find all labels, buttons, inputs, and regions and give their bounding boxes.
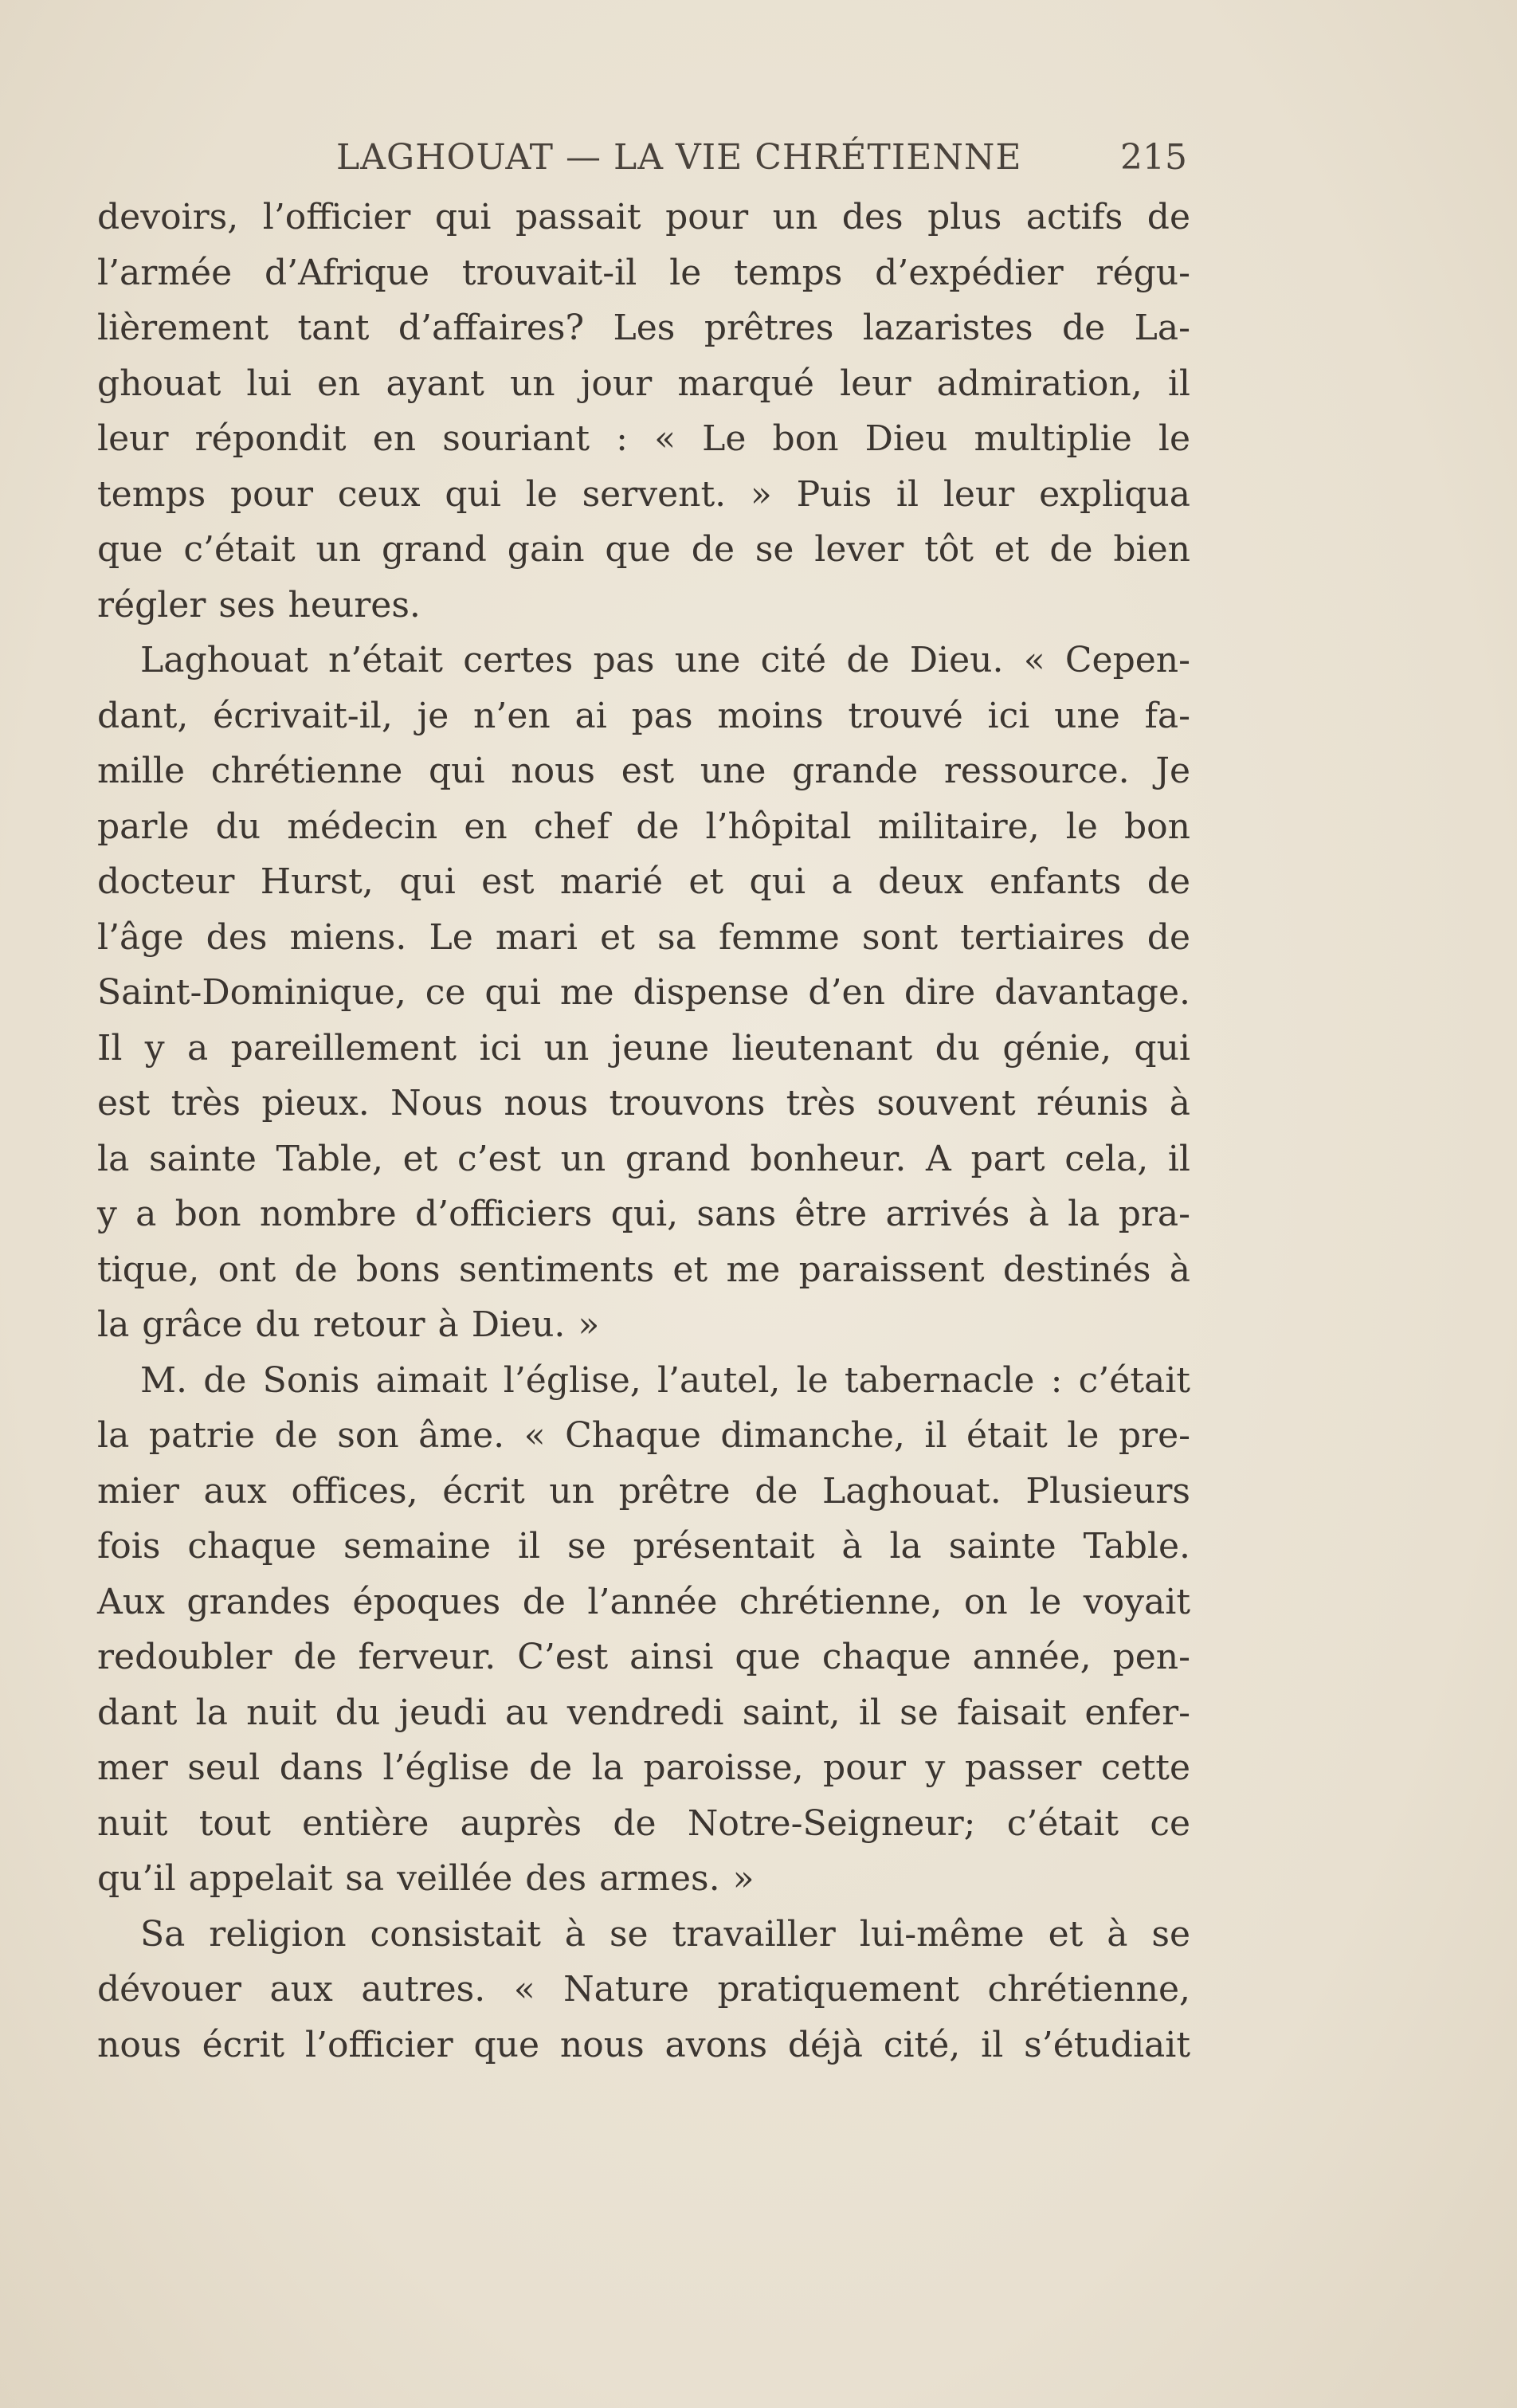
text-line: Laghouat n’était certes pas une cité de Dieu. « Cepen- <box>140 640 1190 680</box>
text-line: la patrie de son âme. « Chaque dimanche, il était le pre- <box>97 1415 1190 1456</box>
text-line: régler ses heures. <box>97 584 421 626</box>
text-line: nous écrit l’officier que nous avons déjà cité, il s’étudiait <box>97 2024 1190 2065</box>
text-line: dant la nuit du jeudi au vendredi saint, il se faisait enfer- <box>97 1692 1190 1733</box>
text-line: leur répondit en souriant : « Le bon Dieu multiplie le <box>97 418 1190 459</box>
page-number: 215 <box>1120 137 1187 178</box>
text-line: Il y a pareillement ici un jeune lieutenant du génie, qui <box>97 1027 1190 1069</box>
text-line: M. de Sonis aimait l’église, l’autel, le tabernacle : c’était <box>140 1359 1190 1401</box>
text-line: l’âge des miens. Le mari et sa femme sont tertiaires de <box>97 916 1190 958</box>
text-line: mille chrétienne qui nous est une grande ressource. Je <box>97 751 1190 791</box>
text-line: fois chaque semaine il se présentait à la sainte Table. <box>97 1526 1190 1567</box>
text-line: y a bon nombre d’officiers qui, sans être arrivés à la pra- <box>97 1194 1190 1234</box>
text-line: parle du médecin en chef de l’hôpital militaire, le bon <box>97 806 1190 847</box>
text-line: lièrement tant d’affaires? Les prêtres lazaristes de La- <box>97 308 1190 348</box>
body-text <box>97 190 1190 2073</box>
text-line: docteur Hurst, qui est marié et qui a deux enfants de <box>97 861 1190 902</box>
text-line: l’armée d’Afrique trouvait-il le temps d’expédier régu- <box>97 252 1190 293</box>
running-head <box>336 137 1187 190</box>
text-line: redoubler de ferveur. C’est ainsi que chaque année, pen- <box>97 1637 1190 1677</box>
running-head-title: LAGHOUAT — LA VIE CHRÉTIENNE <box>336 137 1022 178</box>
text-line: la sainte Table, et c’est un grand bonheur. A part cela, il <box>97 1138 1190 1179</box>
text-line: tique, ont de bons sentiments et me paraissent destinés à <box>97 1249 1190 1290</box>
text-line: dévouer aux autres. « Nature pratiquement chrétienne, <box>97 1969 1190 2010</box>
text-line: temps pour ceux qui le servent. » Puis il leur expliqua <box>97 473 1190 515</box>
text-line: mer seul dans l’église de la paroisse, pour y passer cette <box>97 1747 1190 1788</box>
text-line: Saint-Dominique, ce qui me dispense d’en dire davantage. <box>97 972 1190 1013</box>
text-line: dant, écrivait-il, je n’en ai pas moins trouvé ici une fa- <box>97 695 1190 736</box>
text-line: devoirs, l’officier qui passait pour un des plus actifs de <box>97 197 1190 237</box>
text-block <box>97 137 1190 2073</box>
text-line: la grâce du retour à Dieu. » <box>97 1304 600 1345</box>
text-line: Sa religion consistait à se travailler lui-même et à se <box>140 1913 1190 1955</box>
text-line: est très pieux. Nous nous trouvons très souvent réunis à <box>97 1083 1190 1124</box>
text-line: que c’était un grand gain que de se lever tôt et de bien <box>97 529 1190 570</box>
text-line: ghouat lui en ayant un jour marqué leur admiration, il <box>97 363 1190 404</box>
text-line: Aux grandes époques de l’année chrétienne, on le voyait <box>97 1581 1190 1622</box>
text-line: nuit tout entière auprès de Notre-Seigneur; c’était ce <box>97 1802 1190 1844</box>
text-line: qu’il appelait sa veillée des armes. » <box>97 1858 755 1899</box>
text-line: mier aux offices, écrit un prêtre de Laghouat. Plusieurs <box>97 1470 1190 1512</box>
